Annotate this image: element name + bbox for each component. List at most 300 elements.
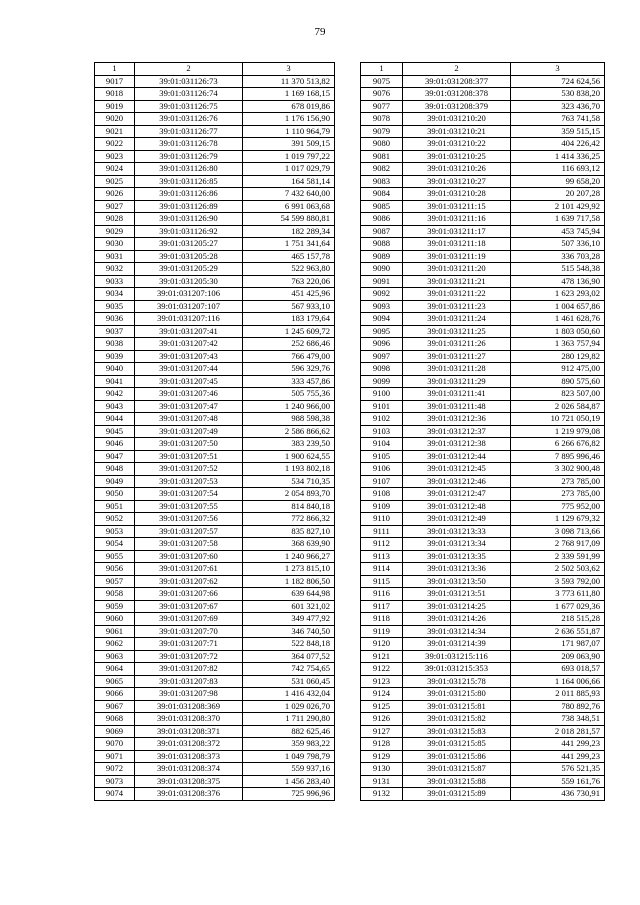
row-number: 9047 <box>95 450 135 463</box>
table-row <box>361 625 605 638</box>
column-header: 3 <box>243 63 335 76</box>
cadastral-number: 39:01:031126:78 <box>135 138 243 151</box>
cadastral-number: 39:01:031215:78 <box>403 675 511 688</box>
cadastral-number: 39:01:031207:50 <box>135 438 243 451</box>
table-row <box>361 725 605 738</box>
row-number: 9056 <box>95 563 135 576</box>
row-number: 9033 <box>95 275 135 288</box>
table-row <box>95 763 335 776</box>
cadastral-value: 1 193 802,18 <box>243 463 335 476</box>
cadastral-value: 1 456 283,40 <box>243 775 335 788</box>
row-number: 9080 <box>361 138 403 151</box>
row-number: 9020 <box>95 113 135 126</box>
table-row <box>361 438 605 451</box>
cadastral-value: 823 507,00 <box>511 388 605 401</box>
cadastral-value: 6 991 063,68 <box>243 200 335 213</box>
cadastral-number: 39:01:031126:80 <box>135 163 243 176</box>
table-row <box>95 213 335 226</box>
cadastral-number: 39:01:031207:47 <box>135 400 243 413</box>
row-number: 9077 <box>361 100 403 113</box>
cadastral-value: 359 515,15 <box>511 125 605 138</box>
table-row <box>361 188 605 201</box>
row-number: 9029 <box>95 225 135 238</box>
cadastral-value: 725 996,96 <box>243 788 335 801</box>
row-number: 9023 <box>95 150 135 163</box>
cadastral-number: 39:01:031207:83 <box>135 675 243 688</box>
cadastral-value: 1 416 432,04 <box>243 688 335 701</box>
cadastral-number: 39:01:031212:38 <box>403 438 511 451</box>
cadastral-value: 780 892,76 <box>511 700 605 713</box>
cadastral-value: 1 639 717,58 <box>511 213 605 226</box>
table-row <box>95 313 335 326</box>
row-number: 9084 <box>361 188 403 201</box>
table-row <box>95 638 335 651</box>
row-number: 9049 <box>95 475 135 488</box>
table-row <box>95 375 335 388</box>
cadastral-value: 7 895 996,46 <box>511 450 605 463</box>
table-row <box>95 125 335 138</box>
row-number: 9079 <box>361 125 403 138</box>
cadastral-number: 39:01:031126:79 <box>135 150 243 163</box>
table-row <box>361 163 605 176</box>
cadastral-value: 1 677 029,36 <box>511 600 605 613</box>
cadastral-number: 39:01:031126:73 <box>135 75 243 88</box>
cadastral-number: 39:01:031211:48 <box>403 400 511 413</box>
cadastral-value: 1 164 006,66 <box>511 675 605 688</box>
cadastral-number: 39:01:031211:25 <box>403 325 511 338</box>
cadastral-value: 505 755,36 <box>243 388 335 401</box>
cadastral-value: 1 182 806,50 <box>243 575 335 588</box>
table-row <box>95 138 335 151</box>
cadastral-number: 39:01:031208:369 <box>135 700 243 713</box>
cadastral-value: 1 414 336,25 <box>511 150 605 163</box>
cadastral-number: 39:01:031126:85 <box>135 175 243 188</box>
cadastral-number: 39:01:031208:378 <box>403 88 511 101</box>
table-row <box>361 588 605 601</box>
table-row <box>361 250 605 263</box>
cadastral-value: 2 101 429,92 <box>511 200 605 213</box>
table-row <box>95 150 335 163</box>
cadastral-number: 39:01:031210:28 <box>403 188 511 201</box>
cadastral-value: 1 129 679,32 <box>511 513 605 526</box>
cadastral-number: 39:01:031207:41 <box>135 325 243 338</box>
table-row <box>361 650 605 663</box>
row-number: 9052 <box>95 513 135 526</box>
cadastral-number: 39:01:031207:58 <box>135 538 243 551</box>
cadastral-number: 39:01:031208:372 <box>135 738 243 751</box>
row-number: 9070 <box>95 738 135 751</box>
row-number: 9119 <box>361 625 403 638</box>
cadastral-value: 2 636 551,87 <box>511 625 605 638</box>
cadastral-number: 39:01:031207:42 <box>135 338 243 351</box>
cadastral-value: 1 751 341,64 <box>243 238 335 251</box>
row-number: 9025 <box>95 175 135 188</box>
cadastral-value: 2 768 917,09 <box>511 538 605 551</box>
table-row <box>95 738 335 751</box>
row-number: 9058 <box>95 588 135 601</box>
table-row <box>361 225 605 238</box>
cadastral-value: 3 773 611,80 <box>511 588 605 601</box>
table-row <box>361 388 605 401</box>
cadastral-number: 39:01:031205:30 <box>135 275 243 288</box>
cadastral-value: 273 785,00 <box>511 475 605 488</box>
row-number: 9072 <box>95 763 135 776</box>
cadastral-number: 39:01:031214:39 <box>403 638 511 651</box>
table-row <box>361 275 605 288</box>
row-number: 9076 <box>361 88 403 101</box>
cadastral-number: 39:01:031207:98 <box>135 688 243 701</box>
cadastral-number: 39:01:031205:27 <box>135 238 243 251</box>
cadastral-value: 522 963,80 <box>243 263 335 276</box>
row-number: 9111 <box>361 525 403 538</box>
row-number: 9118 <box>361 613 403 626</box>
row-number: 9092 <box>361 288 403 301</box>
cadastral-value: 601 321,02 <box>243 600 335 613</box>
cadastral-value: 252 686,46 <box>243 338 335 351</box>
column-header: 2 <box>403 63 511 76</box>
column-header: 2 <box>135 63 243 76</box>
cadastral-value: 693 018,57 <box>511 663 605 676</box>
cadastral-value: 1 219 979,08 <box>511 425 605 438</box>
row-number: 9019 <box>95 100 135 113</box>
cadastral-number: 39:01:031211:26 <box>403 338 511 351</box>
row-number: 9069 <box>95 725 135 738</box>
cadastral-number: 39:01:031215:80 <box>403 688 511 701</box>
table-row <box>95 538 335 551</box>
cadastral-number: 39:01:031213:51 <box>403 588 511 601</box>
cadastral-number: 39:01:031211:21 <box>403 275 511 288</box>
row-number: 9129 <box>361 750 403 763</box>
cadastral-value: 2 586 866,62 <box>243 425 335 438</box>
cadastral-value: 54 599 880,81 <box>243 213 335 226</box>
cadastral-number: 39:01:031214:25 <box>403 600 511 613</box>
cadastral-number: 39:01:031212:47 <box>403 488 511 501</box>
cadastral-number: 39:01:031211:19 <box>403 250 511 263</box>
cadastral-value: 2 502 503,62 <box>511 563 605 576</box>
row-number: 9035 <box>95 300 135 313</box>
cadastral-value: 451 425,96 <box>243 288 335 301</box>
row-number: 9028 <box>95 213 135 226</box>
cadastral-value: 1 240 966,00 <box>243 400 335 413</box>
table-row <box>361 788 605 801</box>
cadastral-number: 39:01:031207:61 <box>135 563 243 576</box>
row-number: 9082 <box>361 163 403 176</box>
row-number: 9101 <box>361 400 403 413</box>
table-row <box>361 713 605 726</box>
table-row <box>95 350 335 363</box>
table-row <box>95 75 335 88</box>
row-number: 9094 <box>361 313 403 326</box>
row-number: 9039 <box>95 350 135 363</box>
cadastral-value: 99 658,20 <box>511 175 605 188</box>
row-number: 9065 <box>95 675 135 688</box>
table-row <box>95 525 335 538</box>
table-row <box>95 425 335 438</box>
cadastral-number: 39:01:031210:22 <box>403 138 511 151</box>
row-number: 9128 <box>361 738 403 751</box>
row-number: 9108 <box>361 488 403 501</box>
row-number: 9018 <box>95 88 135 101</box>
row-number: 9116 <box>361 588 403 601</box>
cadastral-number: 39:01:031207:48 <box>135 413 243 426</box>
table-row <box>95 613 335 626</box>
table-row <box>361 638 605 651</box>
cadastral-number: 39:01:031208:376 <box>135 788 243 801</box>
cadastral-value: 359 983,22 <box>243 738 335 751</box>
cadastral-number: 39:01:031207:54 <box>135 488 243 501</box>
cadastral-value: 890 575,60 <box>511 375 605 388</box>
cadastral-value: 639 644,98 <box>243 588 335 601</box>
cadastral-number: 39:01:031215:82 <box>403 713 511 726</box>
cadastral-number: 39:01:031207:106 <box>135 288 243 301</box>
table-row <box>95 700 335 713</box>
row-number: 9086 <box>361 213 403 226</box>
cadastral-value: 534 710,35 <box>243 475 335 488</box>
table-row <box>361 425 605 438</box>
cadastral-value: 738 348,51 <box>511 713 605 726</box>
cadastral-number: 39:01:031126:76 <box>135 113 243 126</box>
cadastral-value: 209 063,90 <box>511 650 605 663</box>
table-row <box>361 750 605 763</box>
table-row <box>361 288 605 301</box>
cadastral-number: 39:01:031215:88 <box>403 775 511 788</box>
table-row <box>361 475 605 488</box>
table-row <box>361 538 605 551</box>
cadastral-value: 1 273 815,10 <box>243 563 335 576</box>
table-row <box>361 688 605 701</box>
table-row <box>361 138 605 151</box>
table-header-row <box>361 63 605 76</box>
cadastral-number: 39:01:031207:53 <box>135 475 243 488</box>
row-number: 9121 <box>361 650 403 663</box>
column-header: 1 <box>95 63 135 76</box>
row-number: 9017 <box>95 75 135 88</box>
cadastral-number: 39:01:031207:60 <box>135 550 243 563</box>
cadastral-value: 441 299,23 <box>511 750 605 763</box>
row-number: 9051 <box>95 500 135 513</box>
cadastral-value: 1 711 290,80 <box>243 713 335 726</box>
cadastral-number: 39:01:031207:52 <box>135 463 243 476</box>
table-row <box>361 488 605 501</box>
cadastral-number: 39:01:031211:41 <box>403 388 511 401</box>
row-number: 9061 <box>95 625 135 638</box>
cadastral-value: 1 363 757,94 <box>511 338 605 351</box>
cadastral-number: 39:01:031208:374 <box>135 763 243 776</box>
table-row <box>361 775 605 788</box>
row-number: 9048 <box>95 463 135 476</box>
row-number: 9110 <box>361 513 403 526</box>
table-row <box>361 75 605 88</box>
table-row <box>95 300 335 313</box>
row-number: 9115 <box>361 575 403 588</box>
table-row <box>361 613 605 626</box>
table-row <box>361 700 605 713</box>
cadastral-value: 567 933,10 <box>243 300 335 313</box>
cadastral-number: 39:01:031210:25 <box>403 150 511 163</box>
cadastral-value: 349 477,92 <box>243 613 335 626</box>
row-number: 9085 <box>361 200 403 213</box>
cadastral-number: 39:01:031205:29 <box>135 263 243 276</box>
cadastral-value: 678 019,86 <box>243 100 335 113</box>
cadastral-number: 39:01:031207:71 <box>135 638 243 651</box>
row-number: 9091 <box>361 275 403 288</box>
row-number: 9117 <box>361 600 403 613</box>
cadastral-number: 39:01:031215:86 <box>403 750 511 763</box>
row-number: 9068 <box>95 713 135 726</box>
cadastral-value: 576 521,35 <box>511 763 605 776</box>
table-row <box>361 500 605 513</box>
cadastral-number: 39:01:031213:33 <box>403 525 511 538</box>
cadastral-value: 218 515,28 <box>511 613 605 626</box>
table-row <box>95 88 335 101</box>
row-number: 9043 <box>95 400 135 413</box>
row-number: 9095 <box>361 325 403 338</box>
cadastral-number: 39:01:031207:46 <box>135 388 243 401</box>
table-row <box>95 775 335 788</box>
cadastral-number: 39:01:031207:69 <box>135 613 243 626</box>
column-header: 1 <box>361 63 403 76</box>
row-number: 9038 <box>95 338 135 351</box>
table-row <box>361 575 605 588</box>
cadastral-value: 724 624,56 <box>511 75 605 88</box>
cadastral-number: 39:01:031208:377 <box>403 75 511 88</box>
table-row <box>361 663 605 676</box>
cadastral-number: 39:01:031207:43 <box>135 350 243 363</box>
cadastral-number: 39:01:031213:50 <box>403 575 511 588</box>
table-row <box>361 200 605 213</box>
table-row <box>95 725 335 738</box>
table-row <box>95 200 335 213</box>
cadastral-number: 39:01:031207:107 <box>135 300 243 313</box>
table-row <box>95 250 335 263</box>
table-row <box>95 600 335 613</box>
cadastral-value: 766 479,00 <box>243 350 335 363</box>
cadastral-number: 39:01:031208:371 <box>135 725 243 738</box>
row-number: 9083 <box>361 175 403 188</box>
row-number: 9131 <box>361 775 403 788</box>
row-number: 9087 <box>361 225 403 238</box>
cadastral-number: 39:01:031213:35 <box>403 550 511 563</box>
cadastral-value: 531 060,45 <box>243 675 335 688</box>
cadastral-number: 39:01:031208:375 <box>135 775 243 788</box>
row-number: 9109 <box>361 500 403 513</box>
table-row <box>361 525 605 538</box>
table-row <box>95 288 335 301</box>
cadastral-value: 1 029 026,70 <box>243 700 335 713</box>
row-number: 9130 <box>361 763 403 776</box>
table-row <box>361 350 605 363</box>
cadastral-number: 39:01:031126:74 <box>135 88 243 101</box>
row-number: 9132 <box>361 788 403 801</box>
row-number: 9075 <box>361 75 403 88</box>
cadastral-value: 515 548,38 <box>511 263 605 276</box>
table-row <box>361 238 605 251</box>
cadastral-value: 2 011 885,93 <box>511 688 605 701</box>
cadastral-value: 1 240 966,27 <box>243 550 335 563</box>
cadastral-value: 164 581,14 <box>243 175 335 188</box>
cadastral-number: 39:01:031207:72 <box>135 650 243 663</box>
cadastral-number: 39:01:031126:77 <box>135 125 243 138</box>
cadastral-value: 1 461 628,76 <box>511 313 605 326</box>
row-number: 9088 <box>361 238 403 251</box>
cadastral-value: 1 245 609,72 <box>243 325 335 338</box>
cadastral-number: 39:01:031207:51 <box>135 450 243 463</box>
row-number: 9031 <box>95 250 135 263</box>
cadastral-number: 39:01:031211:20 <box>403 263 511 276</box>
row-number: 9060 <box>95 613 135 626</box>
row-number: 9062 <box>95 638 135 651</box>
cadastral-number: 39:01:031126:75 <box>135 100 243 113</box>
cadastral-number: 39:01:031215:116 <box>403 650 511 663</box>
cadastral-number: 39:01:031211:17 <box>403 225 511 238</box>
cadastral-value: 1 004 657,86 <box>511 300 605 313</box>
row-number: 9073 <box>95 775 135 788</box>
row-number: 9071 <box>95 750 135 763</box>
table-row <box>361 263 605 276</box>
cadastral-number: 39:01:031211:15 <box>403 200 511 213</box>
cadastral-number: 39:01:031126:92 <box>135 225 243 238</box>
cadastral-value: 1 176 156,90 <box>243 113 335 126</box>
cadastral-number: 39:01:031126:90 <box>135 213 243 226</box>
cadastral-value: 559 161,76 <box>511 775 605 788</box>
cadastral-number: 39:01:031212:36 <box>403 413 511 426</box>
cadastral-number: 39:01:031207:44 <box>135 363 243 376</box>
cadastral-value: 814 840,18 <box>243 500 335 513</box>
table-row <box>361 400 605 413</box>
row-number: 9057 <box>95 575 135 588</box>
cadastral-number: 39:01:031207:56 <box>135 513 243 526</box>
row-number: 9054 <box>95 538 135 551</box>
row-number: 9021 <box>95 125 135 138</box>
row-number: 9107 <box>361 475 403 488</box>
cadastral-number: 39:01:031213:34 <box>403 538 511 551</box>
table-row <box>95 275 335 288</box>
cadastral-number: 39:01:031215:81 <box>403 700 511 713</box>
cadastral-value: 912 475,00 <box>511 363 605 376</box>
row-number: 9093 <box>361 300 403 313</box>
table-row <box>95 450 335 463</box>
table-row <box>95 188 335 201</box>
cadastral-number: 39:01:031212:48 <box>403 500 511 513</box>
table-row <box>361 175 605 188</box>
cadastral-number: 39:01:031213:36 <box>403 563 511 576</box>
row-number: 9059 <box>95 600 135 613</box>
cadastral-value: 530 838,20 <box>511 88 605 101</box>
row-number: 9114 <box>361 563 403 576</box>
cadastral-value: 323 436,70 <box>511 100 605 113</box>
cadastral-number: 39:01:031207:82 <box>135 663 243 676</box>
table-row <box>361 300 605 313</box>
cadastral-value: 835 827,10 <box>243 525 335 538</box>
row-number: 9066 <box>95 688 135 701</box>
row-number: 9064 <box>95 663 135 676</box>
cadastral-number: 39:01:031208:373 <box>135 750 243 763</box>
cadastral-value: 1 169 168,15 <box>243 88 335 101</box>
table-row <box>95 388 335 401</box>
cadastral-number: 39:01:031212:37 <box>403 425 511 438</box>
row-number: 9122 <box>361 663 403 676</box>
table-row <box>95 788 335 801</box>
row-number: 9105 <box>361 450 403 463</box>
row-number: 9046 <box>95 438 135 451</box>
cadastral-value: 882 625,46 <box>243 725 335 738</box>
cadastral-value: 453 745,94 <box>511 225 605 238</box>
table-row <box>95 488 335 501</box>
row-number: 9113 <box>361 550 403 563</box>
row-number: 9032 <box>95 263 135 276</box>
table-row <box>95 100 335 113</box>
cadastral-number: 39:01:031215:87 <box>403 763 511 776</box>
